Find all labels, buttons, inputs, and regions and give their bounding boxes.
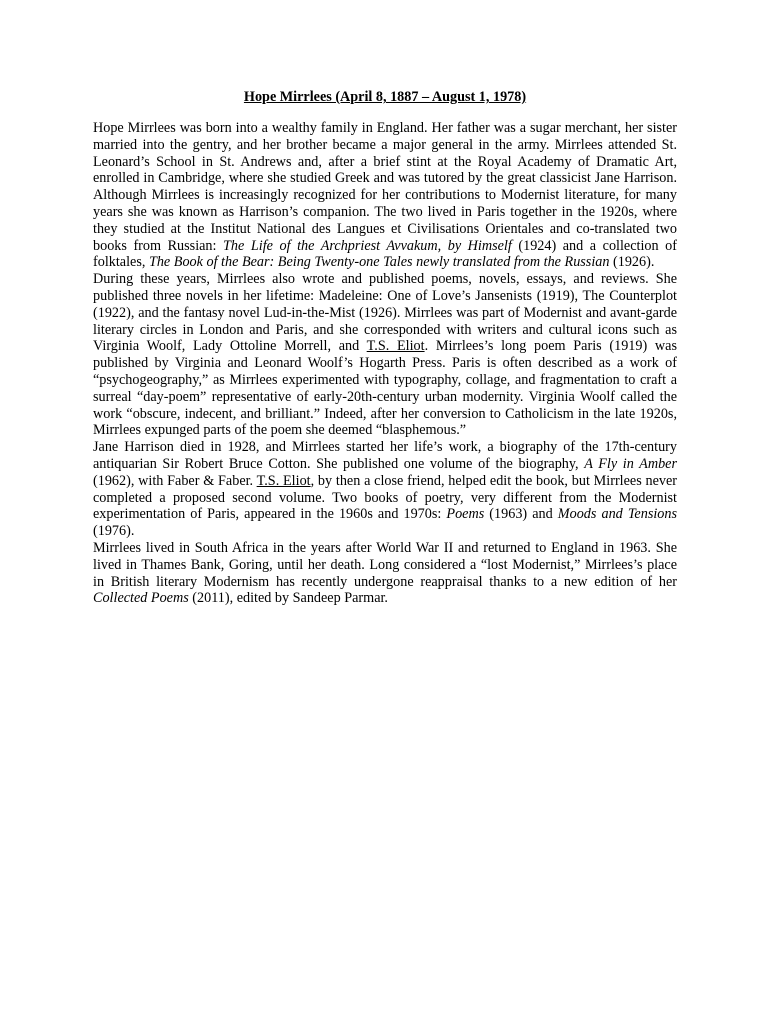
link-ts-eliot[interactable]: T.S. Eliot	[366, 338, 425, 355]
text-run: Mirrlees lived in South Africa in the years after World War II and returned to England in 1963. She lived in Thames Bank, Goring, until her death. Long considered a “lost Modernist,” Mirrlees’s place in British literary Modernism has recently undergone reappraisal thanks to a new edition of her	[93, 539, 677, 590]
link-ts-eliot[interactable]: T.S. Eliot	[256, 472, 311, 489]
text-run: (1924) and a collection of folktales,	[93, 237, 677, 271]
text-run: During these years, Mirrlees also wrote and published poems, novels, essays, and reviews. She published three novels in her lifetime: Madeleine: One of Love’s Jansenists (1919), The Counterplot (1922), and the fantasy novel Lud-in-the-Mist (1926). Mirrlees was part of Modernist and avant-garde literary circles in London and Paris, and she corresponded with writers and cultural icons such as Virginia Woolf, Lady Ottoline Morrell, and	[93, 271, 677, 355]
document-page	[93, 88, 677, 607]
text-run: (1963) and	[484, 506, 558, 523]
page-title: Hope Mirrlees (April 8, 1887 – August 1, 1978)	[243, 89, 527, 105]
text-run: Jane Harrison died in 1928, and Mirrlees started her life’s work, a biography of the 17th-century antiquarian Sir Robert Bruce Cotton. She published one volume of the biography,	[93, 439, 677, 472]
italic-book-title: The Life of the Archpriest Avvakum, by Himself	[223, 237, 512, 254]
text-run: (1962), with Faber & Faber.	[93, 472, 257, 489]
paragraph-writing-career	[93, 271, 677, 439]
text-run: . Mirrlees’s long poem Paris (1919) was published by Virginia and Leonard Woolf’s Hogarth Press. Paris is often described as a work of “psychogeography,” as Mirrlees experimented with typography, collage, and fragmentation to craft a surreal “day-poem” representative of early-20th-century urban modernity. Virginia Woolf called the work “obscure, indecent, and brilliant.” Indeed, after her conversion to Catholicism in the late 1920s, Mirrlees expunged parts of the poem she deemed “blasphemous.”	[93, 338, 677, 439]
italic-book-title: A Fly in Amber	[584, 455, 677, 472]
italic-book-title: The Book of the Bear: Being Twenty-one Tales newly translated from the Russian	[148, 254, 610, 271]
italic-book-title: Moods and Tensions	[557, 506, 677, 523]
text-run: (1976).	[93, 523, 135, 540]
paragraph-early-life	[93, 120, 677, 271]
text-run: Hope Mirrlees was born into a wealthy family in England. Her father was a sugar merchant, her sister married into the gentry, and her brother became a major general in the army. Mirrlees attended St. Leonard’s School in St. Andrews and, after a brief stint at the Royal Academy of Dramatic Art, enrolled in Cambridge, where she studied Greek and was tutored by the great classicist Jane Harrison. Although Mirrlees is increasingly recognized for her contributions to Modernist literature, for many years she was known as Harrison’s companion. The two lived in Paris together in the 1920s, where they studied at the Institut National des Langues et Civilisations Orientales and co-translated two books from Russian:	[93, 120, 677, 254]
text-run: (1926).	[609, 254, 655, 271]
text-run: (2011), edited by Sandeep Parmar.	[188, 590, 388, 607]
text-run: , by then a close friend, helped edit the book, but Mirrlees never completed a proposed second volume. Two books of poetry, very different from the Modernist experimentation of Paris, appeared in the 1960s and 1970s:	[93, 472, 678, 523]
paragraph-final-years	[93, 540, 677, 607]
italic-book-title: Poems	[446, 506, 485, 523]
paragraph-later-work	[93, 439, 677, 540]
italic-book-title: Collected Poems	[93, 590, 189, 607]
